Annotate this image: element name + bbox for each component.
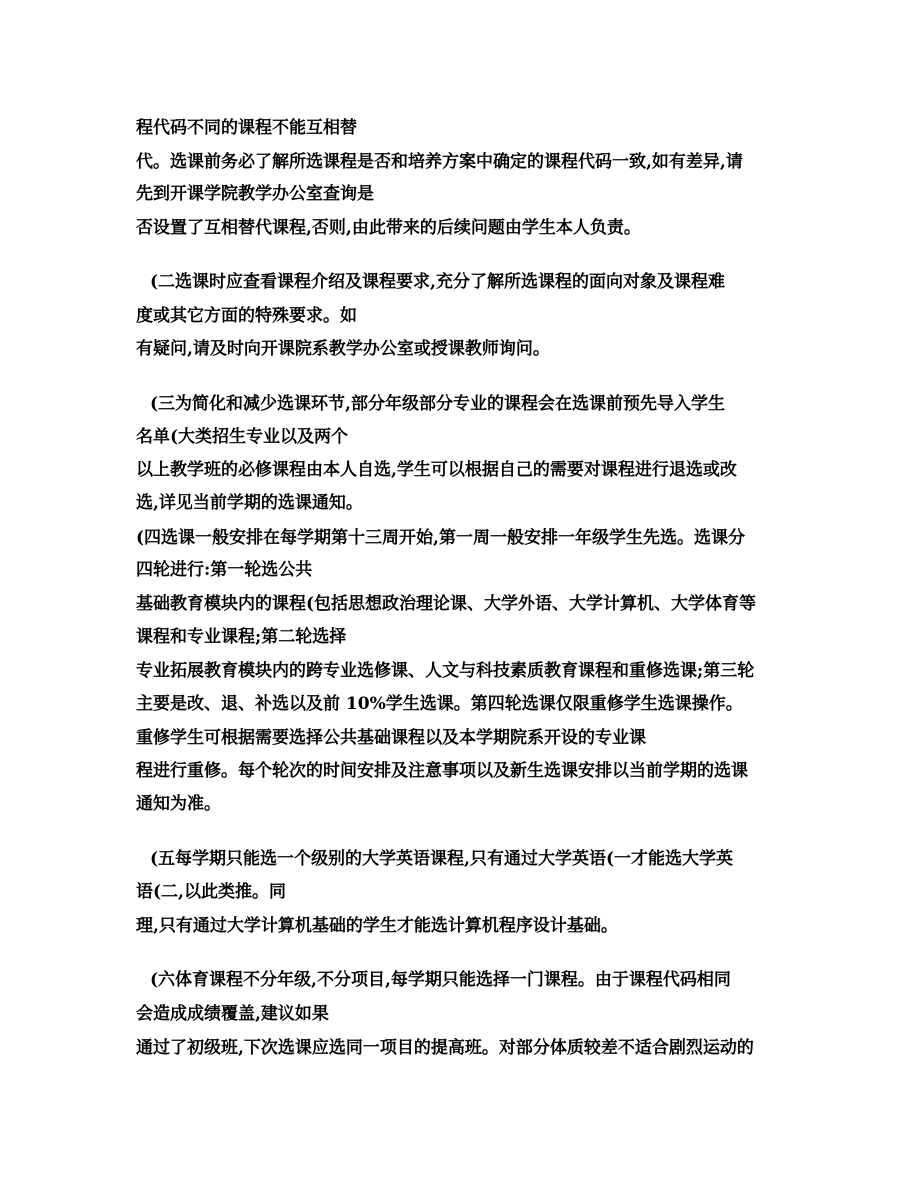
text-line: 通过了初级班,下次选课应选同一项目的提高班。对部分体质较差不适合剧烈运动的 [136, 1038, 754, 1058]
text-line: 重修学生可根据需要选择公共基础课程以及本学期院系开设的专业课 [136, 728, 646, 748]
text-line: 基础教育模块内的课程(包括思想政治理论课、大学外语、大学计算机、大学体育等 [136, 594, 757, 614]
text-line: 度或其它方面的特殊要求。如 [136, 306, 357, 326]
text-line: (四选课一般安排在每学期第十三周开始,第一周一般安排一年级学生先选。选课分 [136, 528, 745, 548]
text-line: 名单(大类招生专业以及两个 [136, 427, 349, 447]
text-line: 会造成成绩覆盖,建议如果 [136, 1004, 329, 1024]
text-line: 主要是改、退、补选以及前 10%学生选课。第四轮选课仅限重修学生选课操作。 [136, 694, 743, 714]
text-line: 先到开课学院教学办公室查询是 [136, 184, 374, 204]
text-line: 课程和专业课程;第二轮选择 [136, 627, 347, 647]
text-line: 语(二,以此类推。同 [136, 882, 286, 902]
text-line: 理,只有通过大学计算机基础的学生才能选计算机程序设计基础。 [136, 916, 618, 936]
text-line: 通知为准。 [136, 794, 221, 814]
text-line: 选,详见当前学期的选课通知。 [136, 493, 363, 513]
text-line: 否设置了互相替代课程,否则,由此带来的后续问题由学生本人负责。 [136, 218, 641, 238]
text-line: (三为简化和减少选课环节,部分年级部分专业的课程会在选课前预先导入学生 [150, 394, 725, 414]
text-line: (六体育课程不分年级,不分项目,每学期只能选择一门课程。由于课程代码相同 [150, 970, 731, 990]
text-line: 程代码不同的课程不能互相替 [136, 118, 357, 138]
text-line: 四轮进行:第一轮选公共 [136, 560, 313, 580]
text-line: (五每学期只能选一个级别的大学英语课程,只有通过大学英语(一才能选大学英 [150, 849, 734, 869]
text-line: 专业拓展教育模块内的跨专业选修课、人文与科技素质教育课程和重修选课;第三轮 [136, 661, 755, 681]
text-line: 有疑问,请及时向开课院系教学办公室或授课教师询问。 [136, 339, 550, 359]
text-line: 以上教学班的必修课程由本人自选,学生可以根据自己的需要对课程进行退选或改 [136, 460, 737, 480]
text-line: 程进行重修。每个轮次的时间安排及注意事项以及新生选课安排以当前学期的选课 [136, 761, 748, 781]
text-line: 代。选课前务必了解所选课程是否和培养方案中确定的课程代码一致,如有差异,请 [136, 152, 743, 172]
text-line: (二选课时应查看课程介绍及课程要求,充分了解所选课程的面向对象及课程难 [150, 272, 725, 292]
